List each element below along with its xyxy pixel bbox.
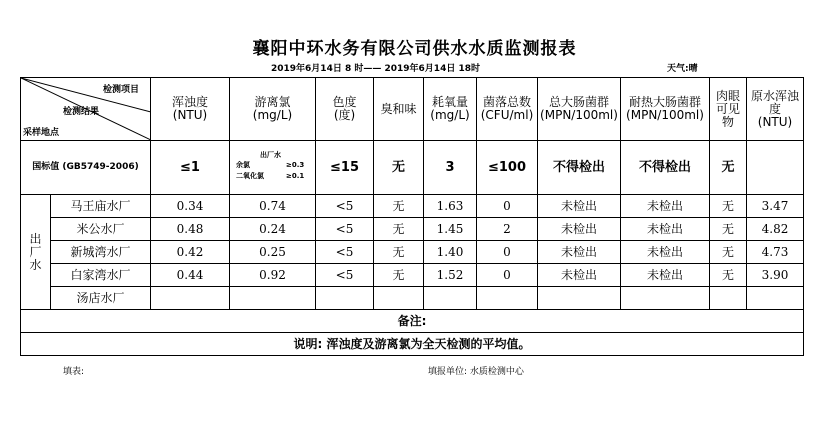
std-colony: ≤100 <box>477 141 538 195</box>
cell-visible: 无 <box>710 264 747 287</box>
diag-label-item: 检测项目 <box>103 85 140 95</box>
table-row <box>21 195 804 218</box>
std-oxygen: 3 <box>424 141 477 195</box>
report-title: 襄阳中环水务有限公司供水水质监测报表 <box>252 39 577 59</box>
cell-oxygen: 1.63 <box>424 195 477 218</box>
cell-chlorine: 0.74 <box>230 195 316 218</box>
cell-chlorine: 0.92 <box>230 264 316 287</box>
standard-label: 国标值 (GB5749-2006) <box>21 141 151 195</box>
cell-heat-coliform: 未检出 <box>621 218 710 241</box>
cell-coliform: 未检出 <box>538 241 621 264</box>
cell-raw-turbidity: 3.90 <box>747 264 804 287</box>
plant-name: 新城湾水厂 <box>51 241 151 264</box>
plant-name: 米公水厂 <box>51 218 151 241</box>
std-heat-coliform: 不得检出 <box>621 141 710 195</box>
cell-colony <box>477 287 538 310</box>
cell-odor: 无 <box>374 264 424 287</box>
footer-filler: 填表: <box>63 367 85 377</box>
cell-turbidity: 0.44 <box>151 264 230 287</box>
diag-label-site: 采样地点 <box>23 128 60 138</box>
std-raw-turbidity <box>747 141 804 195</box>
cell-coliform: 未检出 <box>538 195 621 218</box>
col-color: 色度 (度) <box>316 78 374 141</box>
plant-name: 汤店水厂 <box>51 287 151 310</box>
std-chlorine-dioxide-value: ≥0.1 <box>286 172 305 180</box>
cell-coliform: 未检出 <box>538 218 621 241</box>
cell-odor: 无 <box>374 241 424 264</box>
cell-visible: 无 <box>710 218 747 241</box>
cell-turbidity <box>151 287 230 310</box>
cell-turbidity: 0.34 <box>151 195 230 218</box>
cell-color: <5 <box>316 218 374 241</box>
cell-colony: 0 <box>477 241 538 264</box>
col-oxygen: 耗氧量 (mg/L) <box>424 78 477 141</box>
std-color: ≤15 <box>316 141 374 195</box>
cell-colony: 0 <box>477 195 538 218</box>
cell-oxygen: 1.40 <box>424 241 477 264</box>
diag-label-result: 检测结果 <box>63 107 100 117</box>
table-row <box>21 287 804 310</box>
cell-visible: 无 <box>710 241 747 264</box>
std-visible: 无 <box>710 141 747 195</box>
standard-row <box>21 141 804 195</box>
std-coliform: 不得检出 <box>538 141 621 195</box>
remark-row <box>21 310 804 333</box>
cell-oxygen: 1.45 <box>424 218 477 241</box>
cell-chlorine: 0.24 <box>230 218 316 241</box>
cell-turbidity: 0.42 <box>151 241 230 264</box>
cell-odor: 无 <box>374 218 424 241</box>
col-colony: 菌落总数 (CFU/ml) <box>477 78 538 141</box>
cell-turbidity: 0.48 <box>151 218 230 241</box>
water-quality-table <box>20 77 804 356</box>
cell-heat-coliform: 未检出 <box>621 241 710 264</box>
cell-visible: 无 <box>710 195 747 218</box>
cell-color: <5 <box>316 195 374 218</box>
cell-coliform: 未检出 <box>538 264 621 287</box>
cell-odor <box>374 287 424 310</box>
col-coliform: 总大肠菌群 (MPN/100ml) <box>538 78 621 141</box>
cell-coliform <box>538 287 621 310</box>
cell-oxygen <box>424 287 477 310</box>
explanation-text: 说明: 浑浊度及游离氯为全天检测的平均值。 <box>21 333 804 356</box>
cell-colony: 2 <box>477 218 538 241</box>
cell-heat-coliform: 未检出 <box>621 264 710 287</box>
col-heat-coliform: 耐热大肠菌群 (MPN/100ml) <box>621 78 710 141</box>
col-visible: 肉眼 可见 物 <box>710 78 747 141</box>
std-turbidity: ≤1 <box>151 141 230 195</box>
std-odor: 无 <box>374 141 424 195</box>
cell-raw-turbidity <box>747 287 804 310</box>
cell-color: <5 <box>316 241 374 264</box>
header-row <box>21 78 804 141</box>
group-label-outlet-water: 出 厂 水 <box>21 195 51 310</box>
std-chlorine-line1: 出厂水 <box>260 151 281 159</box>
cell-colony: 0 <box>477 264 538 287</box>
cell-oxygen: 1.52 <box>424 264 477 287</box>
remark-label: 备注: <box>21 310 804 333</box>
cell-heat-coliform: 未检出 <box>621 195 710 218</box>
cell-chlorine <box>230 287 316 310</box>
table-row <box>21 241 804 264</box>
footer-unit: 填报单位: 水质检测中心 <box>428 367 524 377</box>
table-row <box>21 264 804 287</box>
explanation-row <box>21 333 804 356</box>
cell-raw-turbidity: 3.47 <box>747 195 804 218</box>
cell-color: <5 <box>316 264 374 287</box>
cell-visible <box>710 287 747 310</box>
col-odor: 臭和味 <box>374 78 424 141</box>
diagonal-header-cell <box>21 78 151 141</box>
std-chlorine-dioxide: 二氧化氯 <box>236 172 264 180</box>
weather-label: 天气:晴 <box>667 64 698 74</box>
cell-color <box>316 287 374 310</box>
report-datetime: 2019年6月14日 8 时—— 2019年6月14日 18时 <box>271 64 480 74</box>
plant-name: 白家湾水厂 <box>51 264 151 287</box>
cell-chlorine: 0.25 <box>230 241 316 264</box>
cell-heat-coliform <box>621 287 710 310</box>
std-chlorine-residual-value: ≥0.3 <box>286 161 305 169</box>
cell-raw-turbidity: 4.82 <box>747 218 804 241</box>
plant-name: 马王庙水厂 <box>51 195 151 218</box>
std-chlorine <box>230 141 316 195</box>
col-raw-turbidity: 原水浑浊度 (NTU) <box>747 78 804 141</box>
std-chlorine-residual: 余氯 <box>236 161 250 169</box>
col-turbidity: 浑浊度 (NTU) <box>151 78 230 141</box>
cell-raw-turbidity: 4.73 <box>747 241 804 264</box>
table-row <box>21 218 804 241</box>
col-free-chlorine: 游离氯 (mg/L) <box>230 78 316 141</box>
cell-odor: 无 <box>374 195 424 218</box>
